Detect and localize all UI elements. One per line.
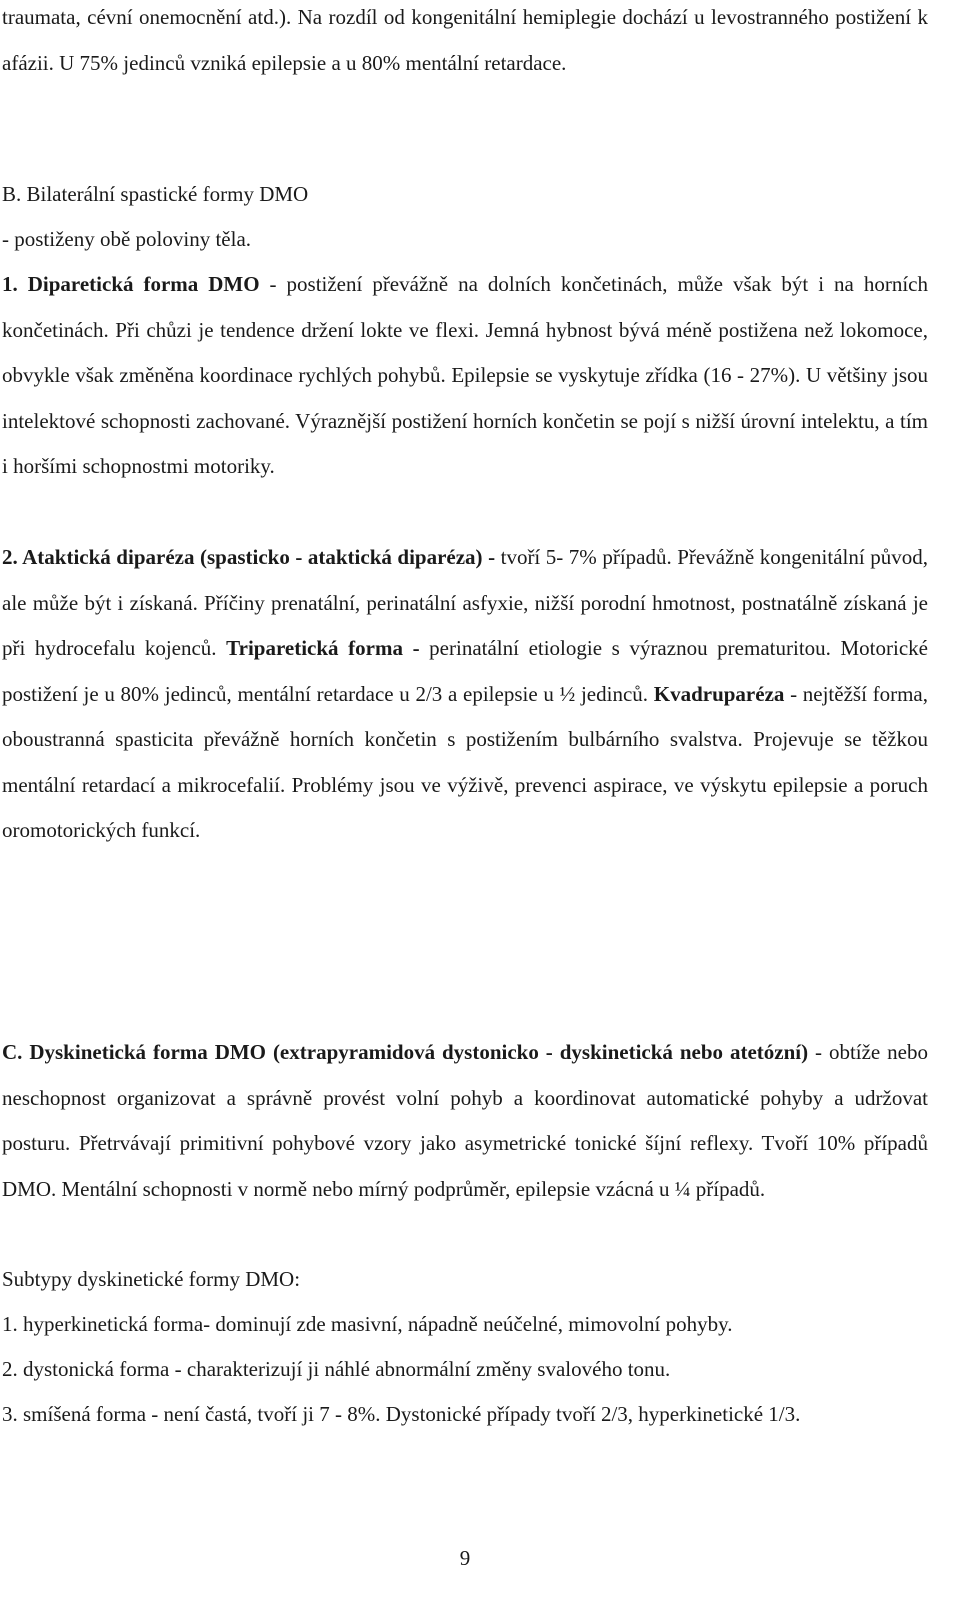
section-c-text: - obtíže nebo neschopnost organizovat a správně provést volní pohyb a koordinovat automatické pohyby a udržovat posturu. Přetrvávají primitivní pohybové vzory jako asymetrické tonické šíjní reflexy. Tvoří 10% případů DMO. Mentální schopnosti v normě nebo mírný podprůměr, epilepsie vzácná u ¼ případů. bbox=[2, 1040, 929, 1201]
section-b-heading: B. Bilaterální spastické formy DMO bbox=[2, 182, 309, 206]
page-number: 9 bbox=[459, 1546, 471, 1570]
subtype-2: 2. dystonická forma - charakterizují ji náhlé abnormální změny svalového tonu. bbox=[2, 1357, 671, 1381]
section-b-body bbox=[2, 262, 928, 490]
triparetic-form-text: perinatální etiologie s výraznou prematuritou. Motorické postižení je u 80% jedinců, mentální retardace u 2/3 a epilepsie u ½ jedinců. bbox=[2, 636, 928, 706]
subtype-1: 1. hyperkinetická forma- dominují zde masivní, nápadně neúčelné, mimovolní pohyby. bbox=[2, 1312, 733, 1336]
subtype-3: 3. smíšená forma - není častá, tvoří ji 7 - 8%. Dystonické případy tvoří 2/3, hyperkinetické 1/3. bbox=[2, 1402, 801, 1426]
section-c-heading: C. Dyskinetická forma DMO (extrapyramidová dystonicko - dyskinetická nebo atetózní) bbox=[2, 1040, 809, 1064]
diparetic-form-label: 1. Diparetická forma DMO bbox=[2, 272, 260, 296]
quadriparesis-label: Kvadruparéza bbox=[653, 681, 785, 706]
section-c-body bbox=[2, 1030, 928, 1212]
intro-paragraph: traumata, cévní onemocnění atd.). Na rozdíl od kongenitální hemiplegie dochází u levostranného postižení k afázii. U 75% jedinců vzniká epilepsie a u 80% mentální retardace. bbox=[2, 5, 928, 75]
subtypes-title: Subtypy dyskinetické formy DMO: bbox=[2, 1267, 301, 1291]
ataxic-diparesis-label: 2. Ataktická diparéza (spasticko - ataktická diparéza) - bbox=[2, 545, 496, 569]
section-b-note: - postiženy obě poloviny těla. bbox=[2, 227, 252, 251]
section-b-continued bbox=[2, 535, 928, 854]
triparetic-form-label: Triparetická forma - bbox=[226, 636, 420, 660]
diparetic-form-text: - postižení převážně na dolních končetinách, může však být i na horních končetinách. Při chůzi je tendence držení lokte ve flexi. Jemná hybnost bývá méně postižena než lokomoce, obvykle však změněna koordinace rychlých pohybů. Epilepsie se vyskytuje zřídka (16 - 27%). U většiny jsou intelektové schopnosti zachované. Výraznější postižení horních končetin se pojí s nižší úrovní intelektu, a tím i horšími schopnostmi motoriky. bbox=[2, 272, 928, 478]
ataxic-diparesis-text: tvoří 5- 7% případů. Převážně kongenitální původ, ale může být i získaná. Příčiny prenatální, perinatální asfyxie, nižší porodní hmotnost, postnatálně získaná je při hydrocefalu kojenců. bbox=[2, 545, 928, 660]
quadriparesis-text: - nejtěžší forma, oboustranná spasticita převážně horních končetin s postižením bulbárního svalstva. Projevuje se těžkou mentální retardací a mikrocefalií. Problémy jsou ve výživě, prevenci aspirace, ve výskytu epilepsie a poruch oromotorických funkcí. bbox=[2, 681, 928, 842]
